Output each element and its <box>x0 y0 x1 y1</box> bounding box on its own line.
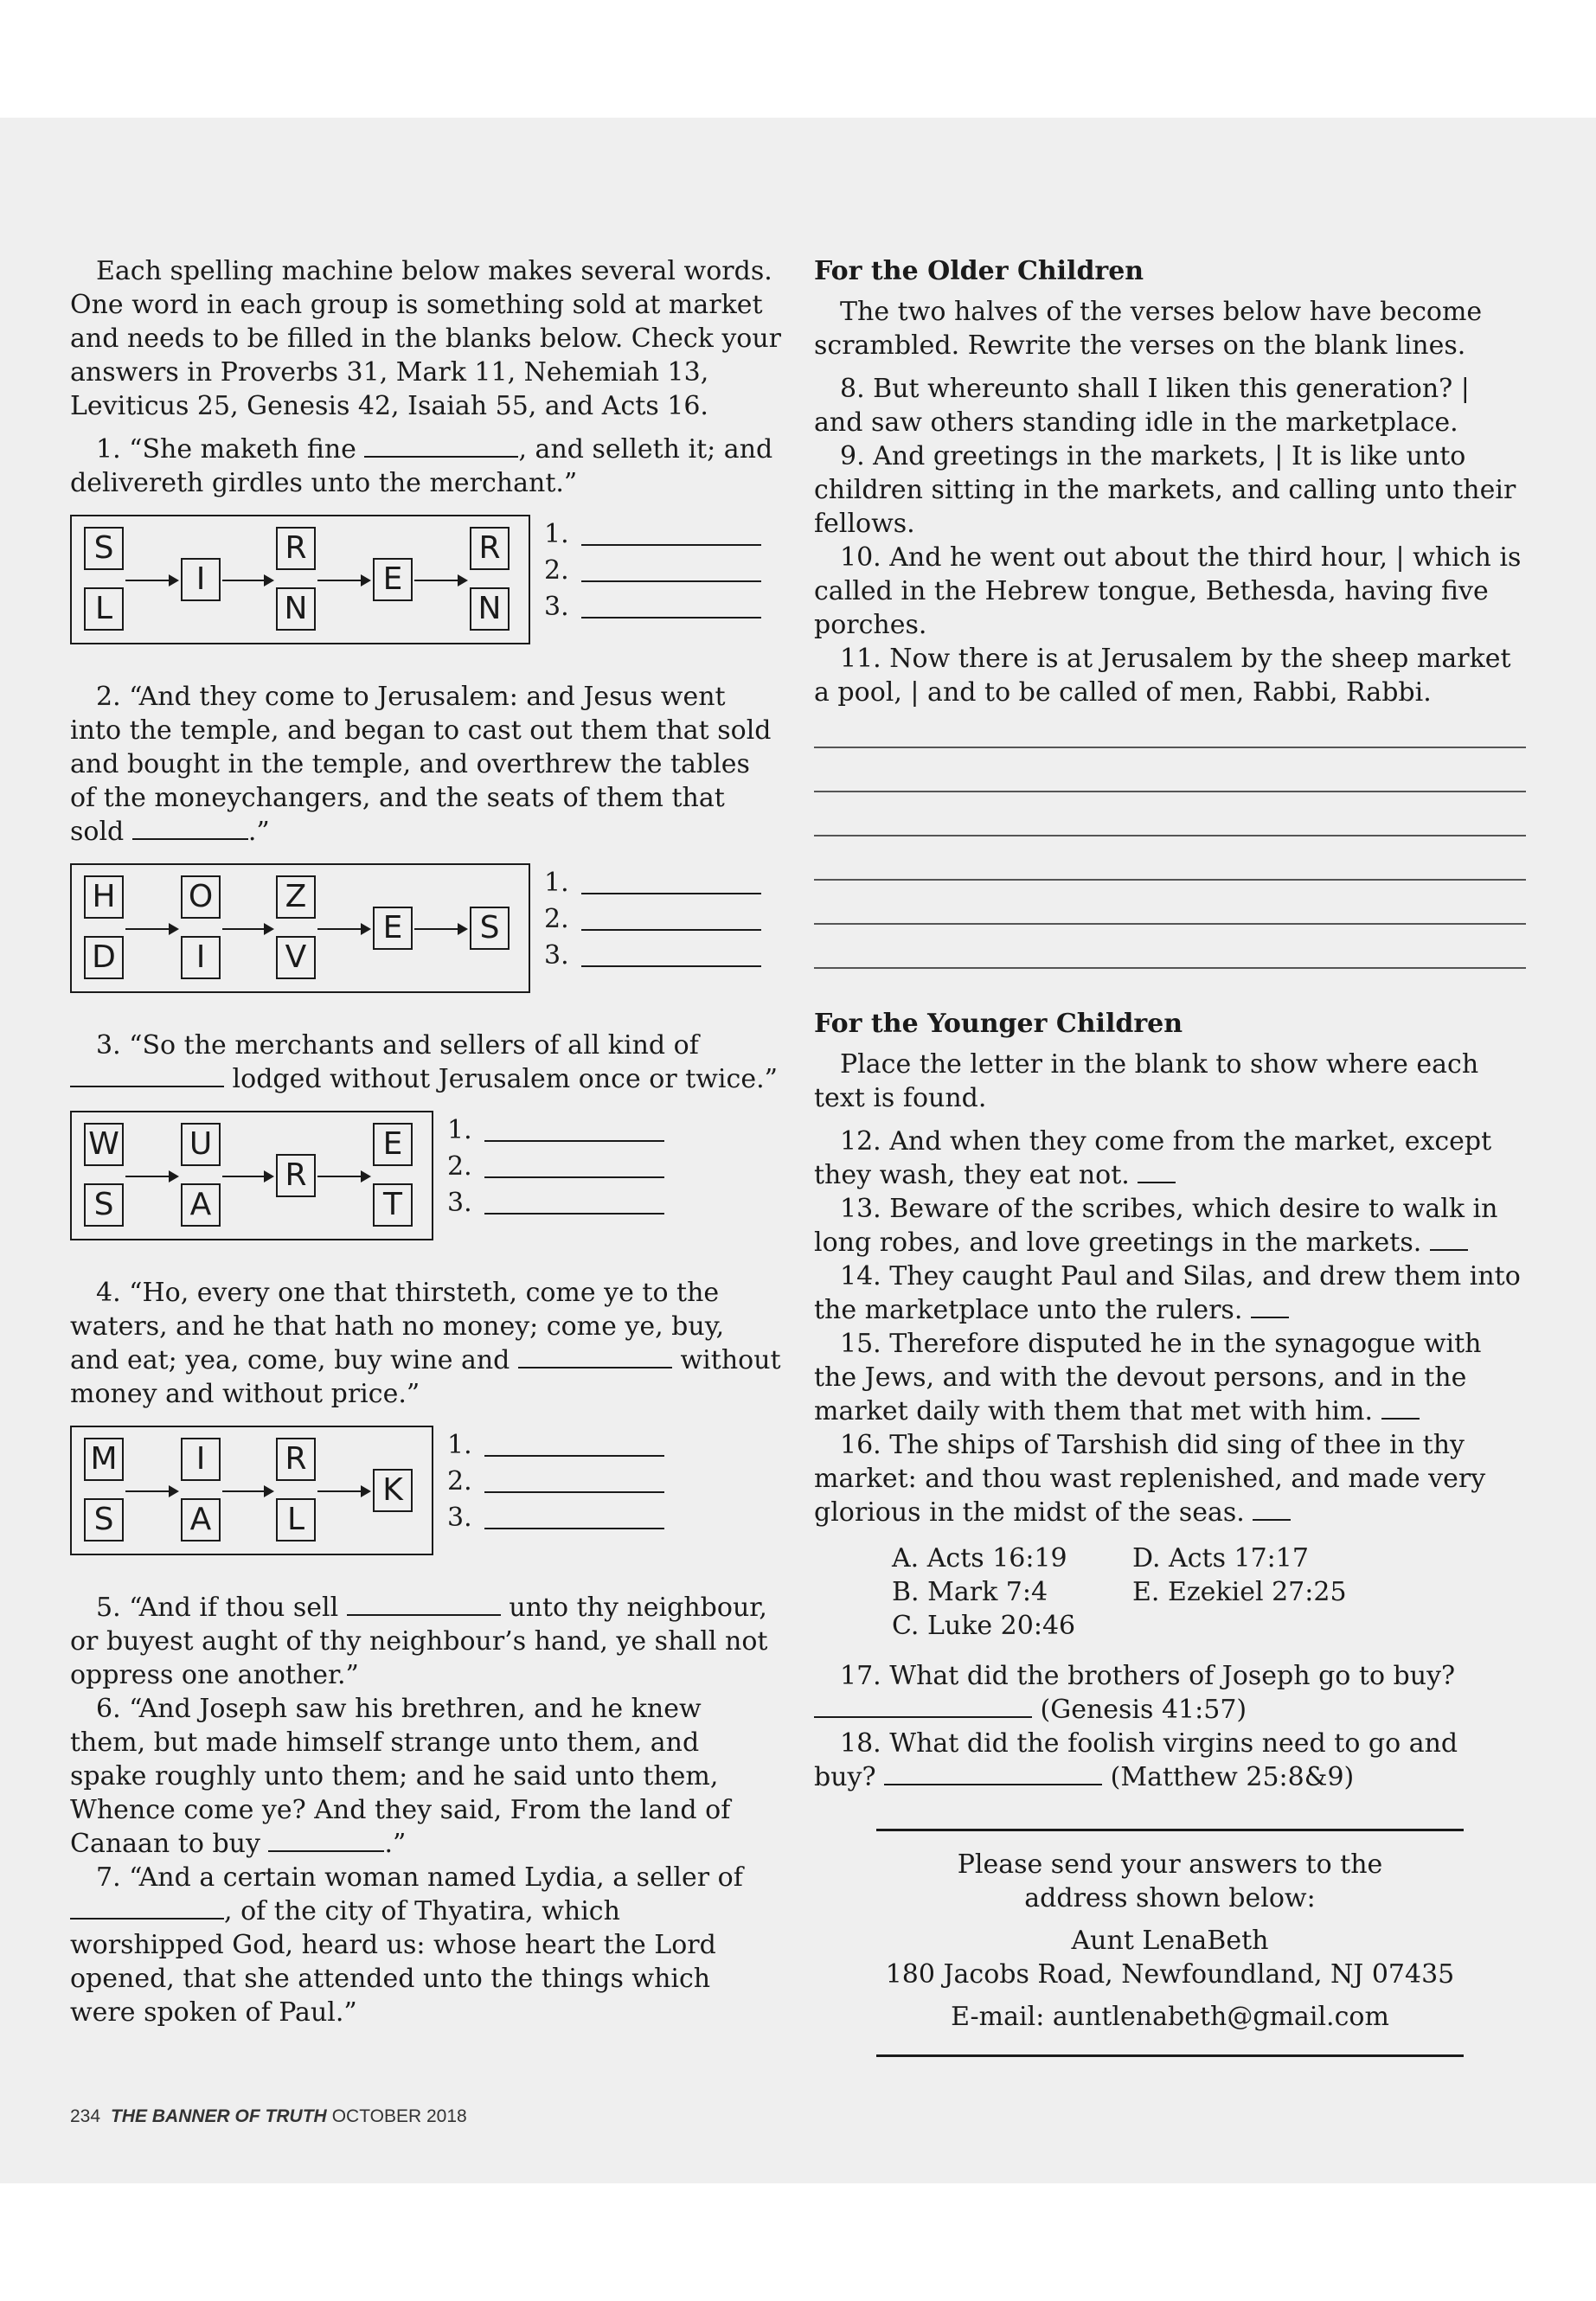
answer-lines: 1. 2. 3. <box>447 1112 664 1221</box>
letter-box: I <box>181 558 221 601</box>
left-column <box>70 254 781 2029</box>
letter-box: N <box>470 587 510 631</box>
letter-box: S <box>470 907 510 950</box>
rewrite-line[interactable] <box>814 704 1526 748</box>
intro-text: Each spelling machine below makes several words. One word in each group is something sold at market and needs to be filled in the blanks below. Check your answers in Proverbs 31, Mark 11, Nehemiah 13, Leviticus 25, Genesis 42, Isaiah 55, and Acts 16. <box>70 256 782 421</box>
letter-box: O <box>181 875 221 919</box>
answer-line[interactable] <box>484 1472 664 1493</box>
answer-line[interactable] <box>484 1157 664 1178</box>
machine-frame <box>70 515 530 644</box>
question-18: 18. What did the foolish virgins need to go and buy? (Matthew 25:8&9) <box>814 1728 1458 1792</box>
older-instructions: The two halves of the verses below have become scrambled. Rewrite the verses on the blank lines. <box>814 297 1483 361</box>
answer-line[interactable] <box>484 1436 664 1457</box>
answer-lines: 1. 2. 3. <box>544 865 761 974</box>
letter-box: L <box>84 587 124 631</box>
machine-frame <box>70 1111 433 1240</box>
rewrite-line[interactable] <box>814 925 1526 969</box>
letter-box: N <box>276 587 316 631</box>
answer-blank[interactable] <box>70 1895 224 1920</box>
letter-box: E <box>373 1123 413 1166</box>
reference-item: A. Acts 16:19 <box>892 1543 1067 1574</box>
younger-item: 15. Therefore disputed he in the synagogue with the Jews, and with the devout persons, and in the market daily with them that met with him. <box>814 1329 1482 1426</box>
right-column <box>814 254 1526 2057</box>
question-7: 7. “And a certain woman named Lydia, a seller of , of the city of Thyatira, which worshipped God, heard us: whose heart the Lord opened, that she attended unto the things which were spoken of Paul.” <box>70 1862 743 2028</box>
letter-box: M <box>84 1438 124 1481</box>
rewrite-line[interactable] <box>814 881 1526 925</box>
arrow <box>222 580 272 581</box>
letter-box: R <box>276 1154 316 1197</box>
question-2: 2. “And they come to Jerusalem: and Jesus went into the temple, and began to cast out them that sold and bought in the temple, and overthrew the tables of the moneychangers, and the seats of them that sold .” <box>70 682 772 847</box>
arrow <box>317 1490 369 1492</box>
verse-item: 9. And greetings in the markets, | It is like unto children sitting in the markets, and calling unto their fellows. <box>814 441 1516 539</box>
question-1: 1. “She maketh fine , and selleth it; and delivereth girdles unto the merchant.” <box>70 434 773 498</box>
younger-instructions: Place the letter in the blank to show where each text is found. <box>814 1049 1479 1113</box>
arrow <box>222 1490 272 1492</box>
address-name: Aunt LenaBeth <box>1071 1926 1269 1956</box>
answer-blank[interactable] <box>132 816 248 840</box>
letter-box: W <box>84 1123 124 1166</box>
older-heading: For the Older Children <box>814 256 1144 286</box>
verse-item: 11. Now there is at Jerusalem by the sheep market a pool, | and to be called of men, Rabbi, Rabbi. <box>814 644 1511 708</box>
answer-blank[interactable] <box>1381 1395 1420 1420</box>
machine-frame <box>70 1426 433 1555</box>
younger-item: 14. They caught Paul and Silas, and drew them into the marketplace unto the rulers. <box>814 1261 1521 1325</box>
answer-blank[interactable] <box>364 433 518 458</box>
arrow <box>125 580 177 581</box>
letter-box: D <box>84 936 124 979</box>
page-footer <box>70 2106 467 2127</box>
letter-box: R <box>470 527 510 570</box>
answer-blank[interactable] <box>518 1344 672 1368</box>
question-5: 5. “And if thou sell unto thy neighbour, or buyest aught of thy neighbour’s hand, ye shall not oppress one another.” <box>70 1593 768 1690</box>
answer-lines: 1. 2. 3. <box>447 1427 664 1536</box>
younger-item: 12. And when they come from the market, except they wash, they eat not. <box>814 1126 1492 1190</box>
answer-blank[interactable] <box>1253 1497 1291 1521</box>
letter-box: I <box>181 936 221 979</box>
question-3: 3. “So the merchants and sellers of all kind of lodged without Jerusalem once or twice.” <box>70 1029 781 1096</box>
spelling-machine-3 <box>70 1111 781 1247</box>
letter-box: S <box>84 527 124 570</box>
answer-blank[interactable] <box>1138 1159 1176 1183</box>
question-4: 4. “Ho, every one that thirsteth, come ye to the waters, and he that hath no money; come ye, buy, and eat; yea, come, buy wine and without money and without price.” <box>70 1278 781 1409</box>
spelling-machine-4 <box>70 1426 781 1562</box>
answer-blank[interactable] <box>884 1761 1102 1785</box>
rewrite-line[interactable] <box>814 836 1526 881</box>
address-box <box>876 1829 1464 2057</box>
answer-line[interactable] <box>581 598 761 619</box>
reference-list <box>892 1541 1526 1643</box>
answer-line[interactable] <box>581 561 761 582</box>
rewrite-line[interactable] <box>814 792 1526 836</box>
letter-box: R <box>276 1438 316 1481</box>
arrow <box>317 928 369 930</box>
verse-item: 8. But whereunto shall I liken this generation? | and saw others standing idle in the marketplace. <box>814 374 1470 438</box>
reference-item: C. Luke 20:46 <box>892 1611 1076 1641</box>
question-6: 6. “And Joseph saw his brethren, and he knew them, but made himself strange unto them, and spake roughly unto them; and he said unto them, Whence come ye? And they said, From the land of Canaan to buy .” <box>70 1694 731 1859</box>
reference-item: E. Ezekiel 27:25 <box>1132 1577 1347 1607</box>
arrow <box>317 1176 369 1177</box>
younger-item: 13. Beware of the scribes, which desire to walk in long robes, and love greetings in the markets. <box>814 1194 1498 1258</box>
magazine-title: THE BANNER OF TRUTH <box>111 2106 327 2126</box>
arrow <box>125 1490 177 1492</box>
answer-blank[interactable] <box>70 1063 224 1087</box>
answer-line[interactable] <box>484 1194 664 1215</box>
address-email[interactable]: E-mail: auntlenabeth@gmail.com <box>951 2002 1389 2032</box>
letter-box: R <box>276 527 316 570</box>
address-line: Please send your answers to the <box>957 1849 1383 1880</box>
letter-box: V <box>276 936 316 979</box>
address-street: 180 Jacobs Road, Newfoundland, NJ 07435 <box>885 1959 1455 1990</box>
letter-box: E <box>373 907 413 950</box>
answer-blank[interactable] <box>347 1592 501 1616</box>
answer-line[interactable] <box>581 910 761 931</box>
younger-item: 16. The ships of Tarshish did sing of thee in thy market: and thou wast replenished, and made very glorious in the midst of the seas. <box>814 1430 1486 1528</box>
answer-line[interactable] <box>581 946 761 967</box>
letter-box: A <box>181 1498 221 1541</box>
arrow <box>125 1176 177 1177</box>
letter-box: T <box>373 1183 413 1227</box>
question-17: 17. What did the brothers of Joseph go to buy? (Genesis 41:57) <box>814 1659 1526 1727</box>
rewrite-lines <box>814 704 1526 969</box>
answer-blank[interactable] <box>1251 1294 1289 1318</box>
letter-box: K <box>373 1469 413 1512</box>
spelling-machine-2 <box>70 863 781 1000</box>
address-line: address shown below: <box>1024 1883 1316 1913</box>
answer-line[interactable] <box>484 1509 664 1529</box>
letter-box: L <box>276 1498 316 1541</box>
letter-box: I <box>181 1438 221 1481</box>
answer-blank[interactable] <box>814 1694 1032 1718</box>
letter-box: Z <box>276 875 316 919</box>
letter-box: S <box>84 1498 124 1541</box>
answer-line[interactable] <box>581 525 761 546</box>
answer-lines: 1. 2. 3. <box>544 516 761 625</box>
answer-blank[interactable] <box>268 1828 384 1852</box>
rewrite-line[interactable] <box>814 748 1526 792</box>
answer-line[interactable] <box>581 874 761 894</box>
page-number: 234 <box>70 2106 101 2126</box>
spelling-machine-1 <box>70 515 781 651</box>
younger-heading: For the Younger Children <box>814 1009 1183 1039</box>
letter-box: H <box>84 875 124 919</box>
answer-blank[interactable] <box>1430 1227 1468 1251</box>
verse-item: 10. And he went out about the third hour, | which is called in the Hebrew tongue, Bethesda, having five porches. <box>814 542 1522 640</box>
arrow <box>317 580 369 581</box>
arrow <box>125 928 177 930</box>
arrow <box>414 580 466 581</box>
machine-frame <box>70 863 530 993</box>
issue-date: OCTOBER 2018 <box>331 2106 467 2126</box>
arrow <box>222 1176 272 1177</box>
answer-line[interactable] <box>484 1121 664 1142</box>
letter-box: E <box>373 558 413 601</box>
reference-item: B. Mark 7:4 <box>892 1577 1048 1607</box>
arrow <box>414 928 466 930</box>
letter-box: A <box>181 1183 221 1227</box>
reference-item: D. Acts 17:17 <box>1132 1543 1309 1574</box>
arrow <box>222 928 272 930</box>
letter-box: U <box>181 1123 221 1166</box>
letter-box: S <box>84 1183 124 1227</box>
